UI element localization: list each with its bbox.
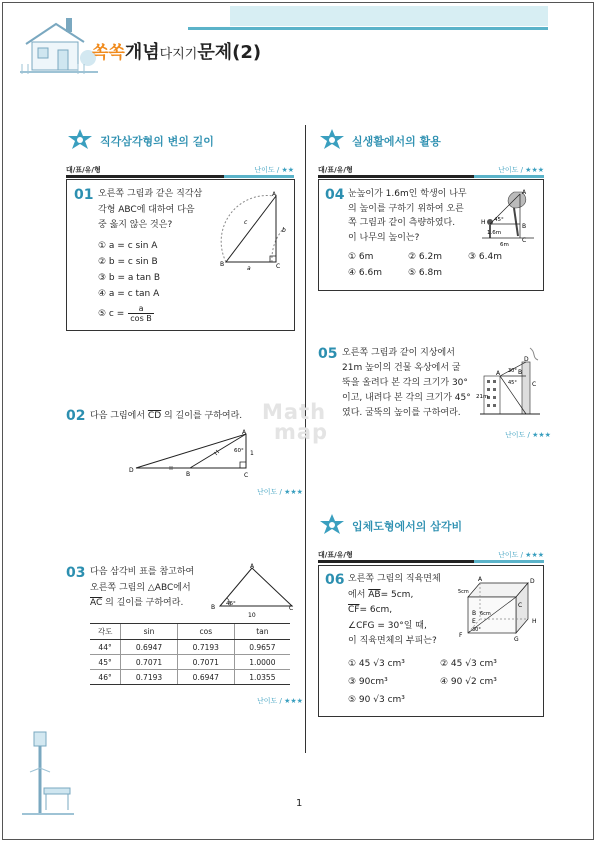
q06-line3-b: = 6cm,: [359, 605, 393, 615]
question-text-03: [90, 565, 194, 612]
page-number: 1: [296, 798, 303, 809]
table-header: sin: [121, 624, 178, 640]
header-band: [230, 6, 548, 26]
table-cell: 0.9657: [234, 640, 290, 655]
fig-label-B: B: [186, 471, 191, 478]
fig-label-G: G: [514, 636, 519, 643]
question-number-03: 03: [66, 565, 86, 581]
fig-label-dist: 6m: [500, 242, 509, 248]
title-accent: 쏙쏙: [92, 43, 125, 63]
q05-figure: [478, 344, 550, 416]
q04-option[interactable]: ① 6m: [348, 252, 374, 262]
fig-label-C: C: [244, 472, 249, 479]
question-text-04: [348, 187, 467, 245]
fig-label-A: A: [272, 191, 277, 198]
question-number-01: 01: [74, 187, 94, 203]
question-number-05: 05: [318, 346, 338, 362]
difficulty-label: 난이도 / ★★: [254, 166, 294, 174]
question-text-02: [90, 409, 242, 425]
fig-label-D: D: [129, 467, 134, 474]
fig-label-A: A: [242, 429, 247, 436]
q01-option5-denominator: cos B: [130, 314, 152, 323]
trig-table: [90, 623, 290, 685]
fig-label-E: E: [472, 618, 476, 625]
q06-option[interactable]: ① 45 √3 cm³: [348, 659, 405, 669]
lamp-illustration: [20, 728, 76, 820]
fig-label-a: a: [247, 265, 251, 272]
type-bar-left: [66, 164, 294, 178]
star-icon: [318, 513, 346, 535]
q01-option[interactable]: ① a = c sin A: [98, 241, 158, 251]
q01-option[interactable]: ③ b = a tan B: [98, 273, 161, 283]
q06-line: ∠CFG = 30°일 때,: [348, 620, 427, 631]
difficulty-label: 난이도 / ★★★: [498, 166, 544, 174]
q02-text-b: 의 길이를 구하여라.: [164, 411, 243, 421]
type-bar-right2: [318, 549, 544, 563]
question-number-02: 02: [66, 408, 86, 424]
fig-label-30: 30°: [508, 368, 517, 374]
q03-figure: [208, 562, 298, 620]
q04-option[interactable]: ⑤ 6.8m: [408, 268, 443, 278]
fig-label-F: F: [459, 632, 463, 639]
fig-label-A: A: [522, 189, 527, 196]
q01-option-5[interactable]: [98, 304, 154, 323]
fig-label-B: B: [522, 223, 527, 230]
q06-segment-cf: $\overline{CF}$: [348, 605, 360, 615]
table-cell: 0.7193: [177, 640, 234, 655]
table-cell: 1.0355: [234, 670, 290, 685]
table-cell: 1.0000: [234, 655, 290, 670]
q01-option5-prefix: ⑤ c =: [98, 308, 125, 319]
fig-label-eye: 1.6m: [487, 230, 502, 236]
fig-label-D: D: [524, 356, 529, 363]
q04-option[interactable]: ④ 6.6m: [348, 268, 383, 278]
q04-option[interactable]: ② 6.2m: [408, 252, 443, 262]
table-header-row: [90, 624, 290, 640]
title-part-b: 다지기: [159, 47, 198, 62]
fig-label-C: C: [289, 605, 294, 612]
q04-line: 의 높이를 구하기 위하여 오른: [348, 203, 464, 214]
table-row: [90, 640, 290, 655]
q06-line2-b: = 5cm,: [380, 589, 414, 600]
q06-option[interactable]: ④ 90 √2 cm³: [440, 677, 497, 687]
fig-label-B: B: [472, 610, 477, 617]
watermark: [262, 402, 328, 442]
q06-option[interactable]: ② 45 √3 cm³: [440, 659, 497, 669]
fig-label-C: C: [276, 263, 281, 270]
star-icon: [318, 128, 346, 150]
question-text-01: [98, 187, 202, 234]
q01-option[interactable]: ④ a = c tan A: [98, 289, 160, 299]
type-label: 대/표/유/형: [66, 166, 101, 174]
fig-label-H: H: [532, 618, 537, 625]
q02-text-a: 다음 그림에서: [90, 411, 146, 421]
q06-figure: [452, 575, 542, 641]
question-text-06: [348, 572, 441, 650]
table-row: [90, 670, 290, 685]
difficulty-label: 난이도 / ★★★: [505, 431, 551, 439]
difficulty-label: 난이도 / ★★★: [498, 551, 544, 559]
watermark-line2: map: [274, 420, 329, 444]
type-bar-right1: [318, 164, 544, 178]
fig-label-ab: 5cm: [458, 589, 469, 595]
table-cell: 45°: [90, 655, 121, 670]
difficulty-label: 난이도 / ★★★: [257, 697, 303, 705]
fig-label-A: A: [478, 576, 483, 583]
fig-label-D: D: [530, 578, 535, 585]
q01-option5-numerator: a: [138, 304, 144, 313]
q06-line: 오른쪽 그림의 직육면체: [348, 574, 441, 584]
q06-line2-a: 에서: [348, 589, 366, 600]
q04-line: 이 나무의 높이는?: [348, 232, 420, 243]
page-title: [92, 38, 261, 64]
question-number-06: 06: [325, 572, 345, 588]
fig-label-angle: 60°: [234, 448, 244, 454]
q05-line: 였다. 굴뚝의 높이를 구하여라.: [342, 408, 461, 418]
fig-label-C: C: [532, 381, 537, 388]
question-text-05: [342, 346, 471, 421]
q02-figure: [126, 428, 262, 480]
q01-line: 중 옳지 않은 것은?: [98, 220, 173, 230]
q06-option[interactable]: ⑤ 90 √3 cm³: [348, 695, 405, 705]
fig-label-c: c: [244, 219, 248, 226]
table-header: 각도: [90, 624, 121, 640]
fig-label-H: H: [481, 219, 486, 226]
q05-line: 이고, 내려다 본 각의 크기가 45°: [342, 393, 471, 403]
header-rule: [188, 27, 548, 30]
fig-label-B: B: [211, 604, 216, 611]
q04-line: 눈높이가 1.6m인 학생이 나무: [348, 189, 467, 199]
q01-line: 오른쪽 그림과 같은 직각삼: [98, 189, 203, 199]
fig-label-B: B: [518, 369, 523, 376]
fig-label-C: C: [518, 602, 523, 609]
table-cell: 0.7071: [121, 655, 178, 670]
table-header: tan: [234, 624, 290, 640]
q03-line: 오른쪽 그림의 △ABC에서: [90, 582, 191, 593]
table-header: cos: [177, 624, 234, 640]
fig-label-cf: 6cm: [480, 611, 491, 617]
q01-option[interactable]: ② b = c sin B: [98, 257, 158, 267]
q03-segment: $\overline{AC}$: [90, 598, 103, 608]
section-title-left: 직각삼각형의 변의 길이: [100, 135, 214, 148]
q01-figure: [214, 188, 294, 272]
q06-line: 이 직육면체의 부피는?: [348, 636, 437, 646]
fig-label-base: 10: [248, 612, 256, 619]
star-icon: [66, 128, 94, 150]
table-row: [90, 655, 290, 670]
table-cell: 0.6947: [177, 670, 234, 685]
q02-segment: $\overline{CD}$: [147, 411, 162, 421]
table-cell: 0.6947: [121, 640, 178, 655]
q03-line: 다음 삼각비 표를 참고하여: [90, 567, 195, 577]
q01-line: 각형 ABC에 대하여 다음: [98, 204, 195, 215]
fig-label-A: A: [250, 563, 255, 570]
q05-line: 21m 높이의 건물 옥상에서 굴: [342, 363, 461, 373]
q06-option[interactable]: ③ 90cm³: [348, 677, 388, 687]
q04-figure: [478, 186, 542, 248]
q06-segment-ab: $\overline{AB}$: [368, 589, 381, 600]
fig-label-side: 1: [250, 450, 254, 457]
section-title-right1: 실생활에서의 활용: [352, 135, 441, 148]
watermark-line1: Math: [262, 400, 327, 424]
fig-label-C: C: [522, 237, 527, 244]
type-label: 대/표/유/형: [318, 551, 353, 559]
question-number-04: 04: [325, 187, 345, 203]
fig-label-angle: 30°: [472, 627, 481, 633]
difficulty-label: 난이도 / ★★★: [257, 488, 303, 496]
fig-label-b: b: [282, 227, 286, 234]
table-cell: 0.7193: [121, 670, 178, 685]
fig-label-45: 45°: [508, 380, 517, 386]
q01-options: [98, 238, 160, 302]
house-illustration: [18, 14, 100, 80]
table-cell: 46°: [90, 670, 121, 685]
fig-label-B: B: [220, 261, 225, 268]
q05-line: 오른쪽 그림과 같이 지상에서: [342, 348, 455, 358]
fig-label-height: 21m: [476, 394, 489, 400]
table-cell: 44°: [90, 640, 121, 655]
title-part-a: 개념: [124, 42, 160, 63]
q04-line: 쪽 그림과 같이 측량하였다.: [348, 218, 456, 228]
q04-option[interactable]: ③ 6.4m: [468, 252, 503, 262]
title-part-c: 문제(2): [197, 42, 262, 63]
table-cell: 0.7071: [177, 655, 234, 670]
type-label: 대/표/유/형: [318, 166, 353, 174]
fig-label-angle: 45°: [494, 217, 504, 223]
q03-line3-rest: 의 길이를 구하여라.: [105, 598, 184, 608]
fig-label-angle: 46°: [226, 601, 236, 607]
section-title-right2: 입체도형에서의 삼각비: [352, 520, 463, 533]
fig-label-A: A: [496, 370, 501, 377]
q05-line: 뚝을 올려다 본 각의 크기가 30°: [342, 378, 468, 388]
